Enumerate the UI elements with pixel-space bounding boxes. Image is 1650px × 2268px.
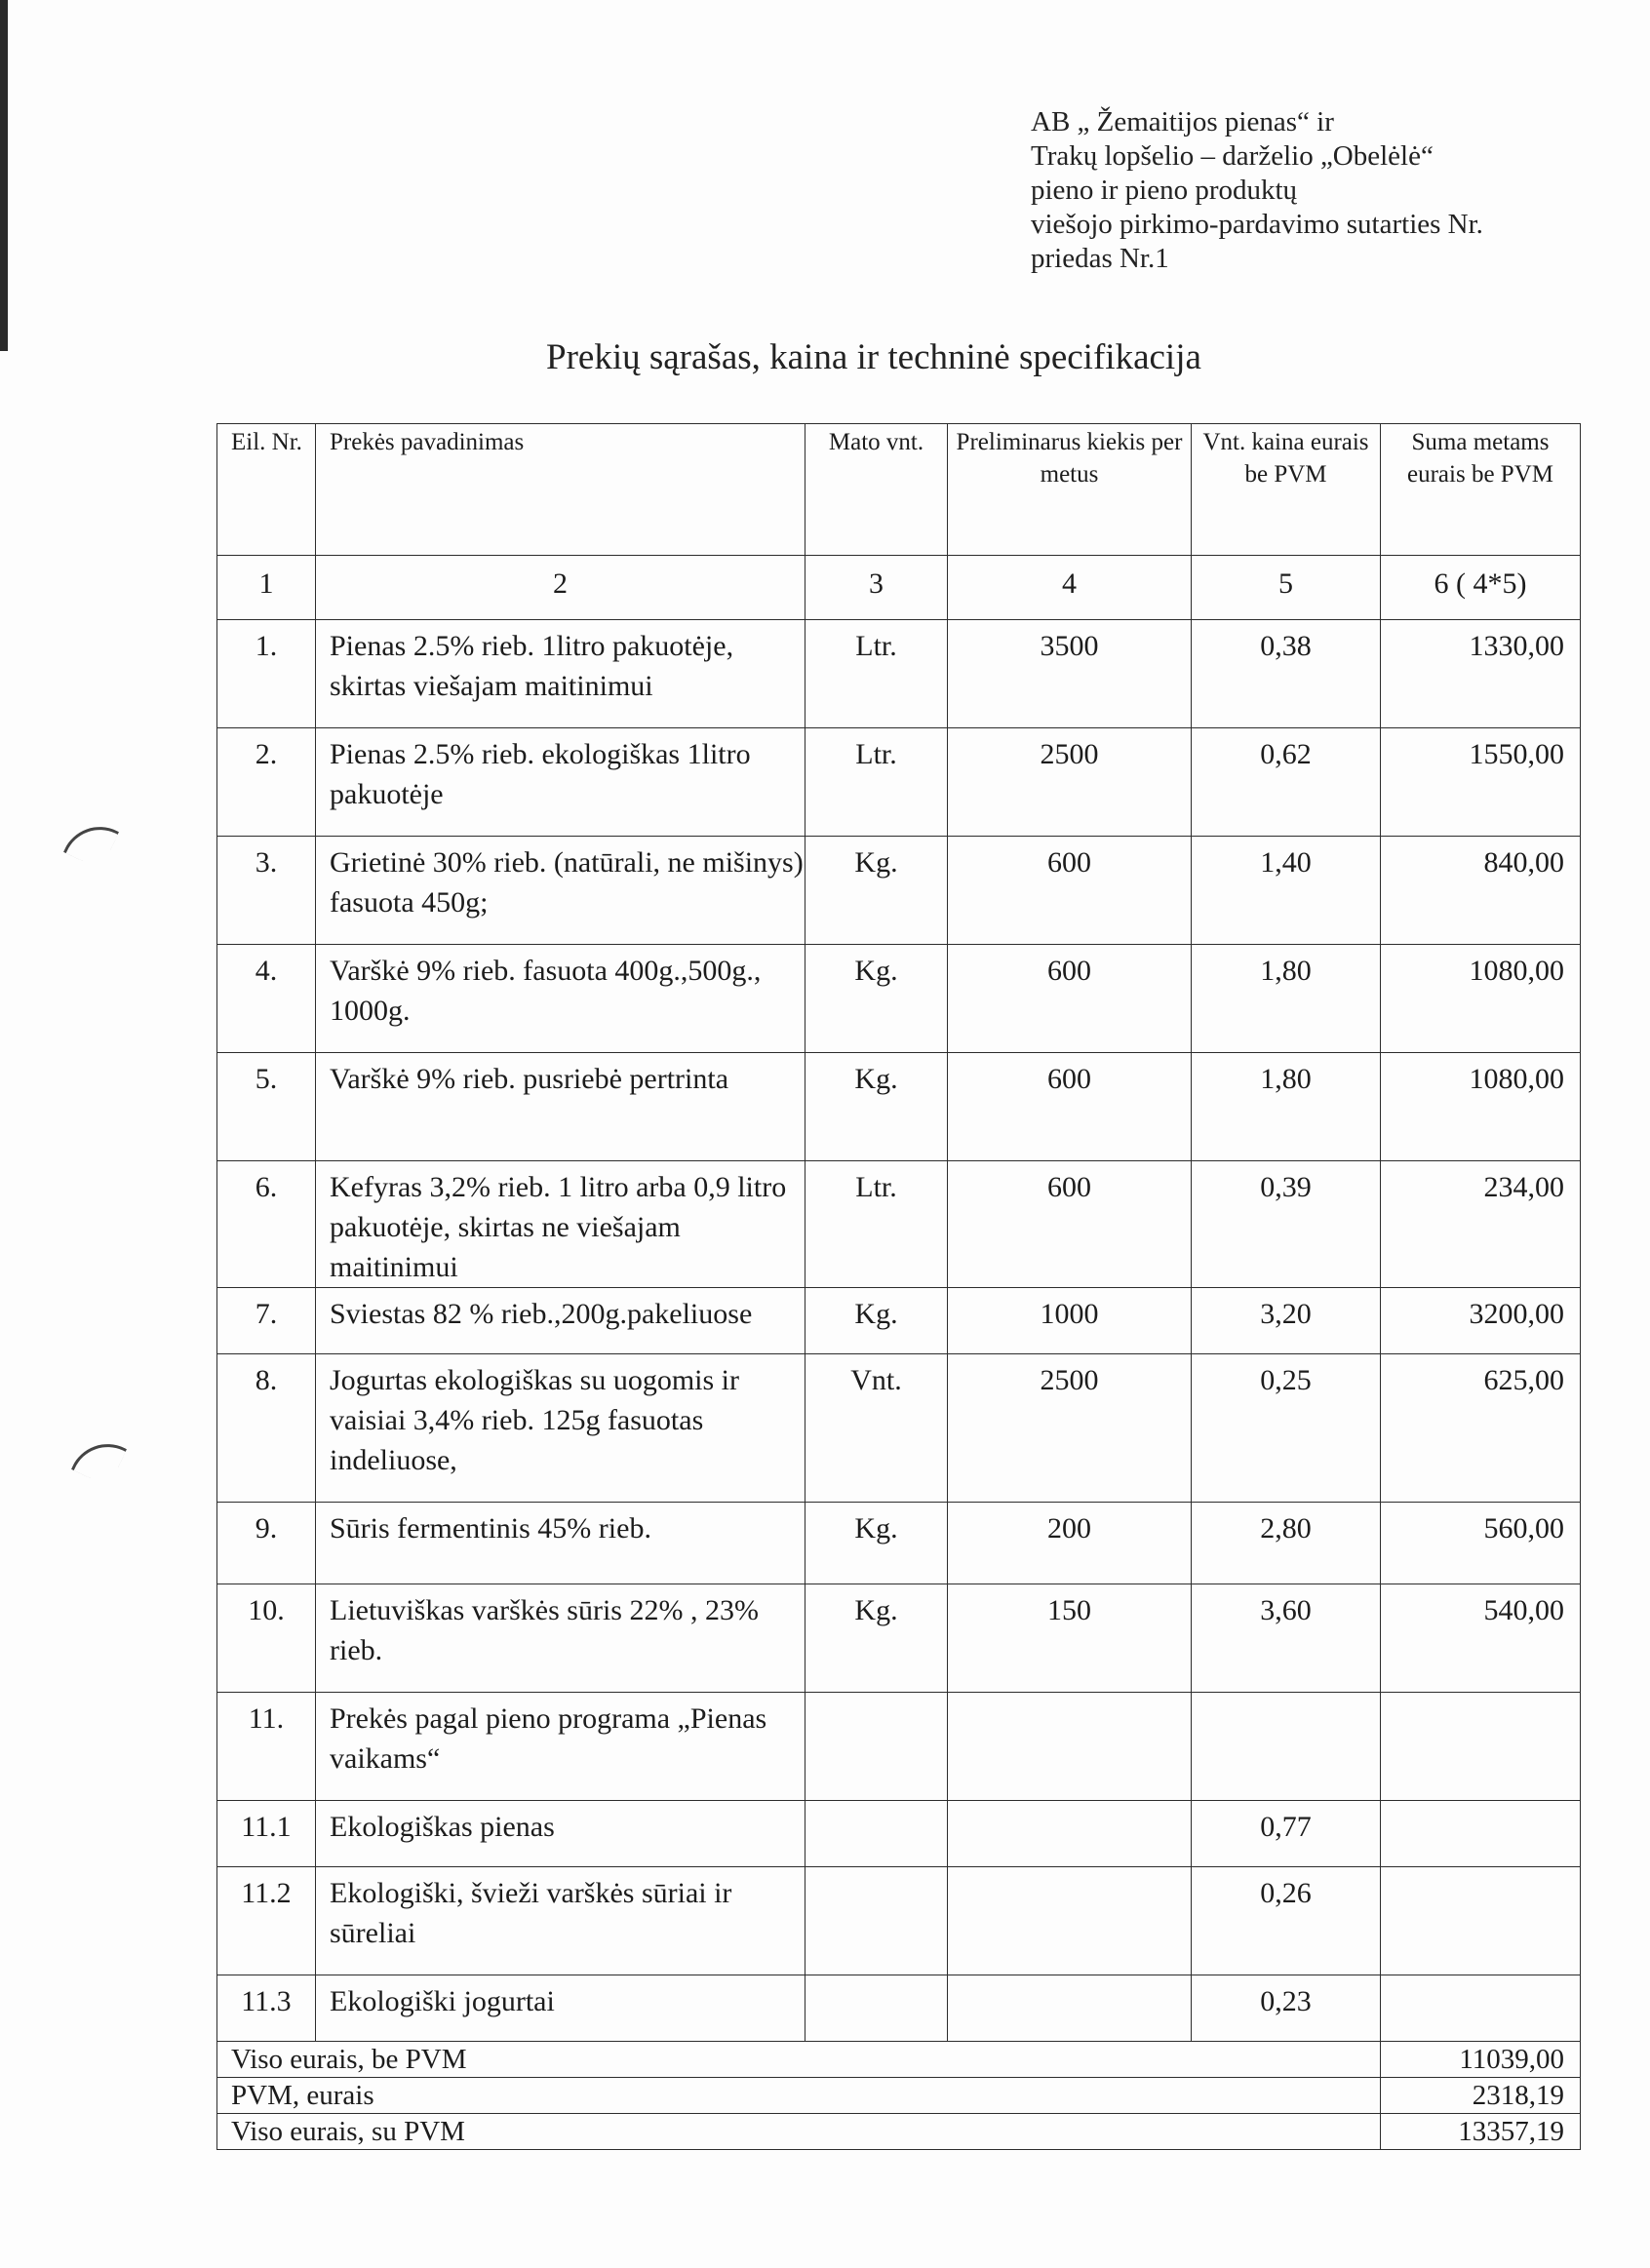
table-row <box>217 1975 1581 2042</box>
cell-name: Pienas 2.5% rieb. 1litro pakuotėje, skirtas viešajam maitinimui <box>316 620 805 728</box>
grand-total-row <box>217 2114 1581 2150</box>
col-header-name: Prekės pavadinimas <box>316 424 805 556</box>
cell-name: Pienas 2.5% rieb. ekologiškas 1litro pakuotėje <box>316 728 805 837</box>
total-row <box>217 2042 1581 2078</box>
cell-qty: 600 <box>948 837 1192 945</box>
grand-total-label: Viso eurais, su PVM <box>217 2114 1381 2150</box>
table-row <box>217 620 1581 728</box>
cell-price: 0,38 <box>1192 620 1381 728</box>
cell-unit: Kg. <box>805 1053 948 1161</box>
cell-price: 0,62 <box>1192 728 1381 837</box>
col-number: 2 <box>316 556 805 620</box>
cell-no: 11.2 <box>217 1867 316 1975</box>
cell-price: 0,39 <box>1192 1161 1381 1288</box>
document-header <box>1031 105 1483 276</box>
cell-qty <box>948 1693 1192 1801</box>
col-number: 4 <box>948 556 1192 620</box>
col-number: 6 ( 4*5) <box>1381 556 1581 620</box>
cell-sum <box>1381 1801 1581 1867</box>
cell-sum <box>1381 1975 1581 2042</box>
cell-no: 8. <box>217 1354 316 1503</box>
vat-row <box>217 2078 1581 2114</box>
cell-qty: 150 <box>948 1584 1192 1693</box>
col-number: 1 <box>217 556 316 620</box>
cell-sum: 1550,00 <box>1381 728 1581 837</box>
cell-price: 2,80 <box>1192 1503 1381 1584</box>
column-number-row <box>217 556 1581 620</box>
header-line: Trakų lopšelio – darželio „Obelėlė“ <box>1031 140 1434 172</box>
cell-qty: 1000 <box>948 1288 1192 1354</box>
scan-edge-shadow <box>0 0 8 351</box>
punch-hole-mark <box>63 814 119 870</box>
cell-name: Lietuviškas varškės sūris 22% , 23% rieb. <box>316 1584 805 1693</box>
cell-unit <box>805 1801 948 1867</box>
table-row <box>217 1584 1581 1693</box>
cell-unit <box>805 1693 948 1801</box>
cell-price: 0,25 <box>1192 1354 1381 1503</box>
cell-qty: 600 <box>948 1053 1192 1161</box>
cell-no: 9. <box>217 1503 316 1584</box>
cell-sum <box>1381 1693 1581 1801</box>
cell-no: 4. <box>217 945 316 1053</box>
cell-name: Kefyras 3,2% rieb. 1 litro arba 0,9 litro pakuotėje, skirtas ne viešajam maitinimui <box>316 1161 805 1288</box>
cell-price: 0,23 <box>1192 1975 1381 2042</box>
cell-price: 3,60 <box>1192 1584 1381 1693</box>
col-header-qty: Preliminarus kiekis per metus <box>948 424 1192 556</box>
header-line: priedas Nr.1 <box>1031 243 1169 274</box>
cell-no: 11.3 <box>217 1975 316 2042</box>
table-row <box>217 1693 1581 1801</box>
cell-price: 1,80 <box>1192 1053 1381 1161</box>
col-number: 3 <box>805 556 948 620</box>
cell-sum: 840,00 <box>1381 837 1581 945</box>
cell-unit: Kg. <box>805 1503 948 1584</box>
grand-total-value: 13357,19 <box>1381 2114 1581 2150</box>
cell-no: 11. <box>217 1693 316 1801</box>
table-row <box>217 728 1581 837</box>
cell-qty: 2500 <box>948 728 1192 837</box>
cell-no: 5. <box>217 1053 316 1161</box>
col-number: 5 <box>1192 556 1381 620</box>
total-value: 11039,00 <box>1381 2042 1581 2078</box>
cell-qty: 600 <box>948 1161 1192 1288</box>
cell-sum: 1080,00 <box>1381 1053 1581 1161</box>
cell-qty: 3500 <box>948 620 1192 728</box>
cell-name: Ekologiški, švieži varškės sūriai ir sūreliai <box>316 1867 805 1975</box>
cell-sum: 625,00 <box>1381 1354 1581 1503</box>
cell-price: 0,26 <box>1192 1867 1381 1975</box>
cell-no: 1. <box>217 620 316 728</box>
header-line: viešojo pirkimo-pardavimo sutarties Nr. <box>1031 209 1483 240</box>
page-title: Prekių sąrašas, kaina ir techninė specifikacija <box>546 337 1201 377</box>
cell-name: Varškė 9% rieb. fasuota 400g.,500g., 1000g. <box>316 945 805 1053</box>
col-header-sum: Suma metams eurais be PVM <box>1381 424 1581 556</box>
cell-unit: Kg. <box>805 945 948 1053</box>
col-header-no: Eil. Nr. <box>217 424 316 556</box>
cell-sum: 540,00 <box>1381 1584 1581 1693</box>
cell-unit: Kg. <box>805 837 948 945</box>
cell-qty <box>948 1975 1192 2042</box>
column-header-row <box>217 424 1581 556</box>
cell-unit <box>805 1975 948 2042</box>
cell-unit <box>805 1867 948 1975</box>
cell-sum: 3200,00 <box>1381 1288 1581 1354</box>
table-row <box>217 945 1581 1053</box>
cell-sum: 1080,00 <box>1381 945 1581 1053</box>
cell-name: Ekologiškas pienas <box>316 1801 805 1867</box>
cell-name: Ekologiški jogurtai <box>316 1975 805 2042</box>
header-line: AB „ Žemaitijos pienas“ ir <box>1031 106 1334 137</box>
cell-no: 6. <box>217 1161 316 1288</box>
cell-price: 0,77 <box>1192 1801 1381 1867</box>
table-row <box>217 1161 1581 1288</box>
table-row <box>217 1503 1581 1584</box>
cell-unit: Kg. <box>805 1288 948 1354</box>
cell-unit: Ltr. <box>805 620 948 728</box>
cell-name: Prekės pagal pieno programa „Pienas vaikams“ <box>316 1693 805 1801</box>
header-line: pieno ir pieno produktų <box>1031 175 1298 206</box>
cell-name: Sūris fermentinis 45% rieb. <box>316 1503 805 1584</box>
table-row <box>217 1288 1581 1354</box>
cell-price: 3,20 <box>1192 1288 1381 1354</box>
cell-sum: 1330,00 <box>1381 620 1581 728</box>
cell-sum: 560,00 <box>1381 1503 1581 1584</box>
total-label: Viso eurais, be PVM <box>217 2042 1381 2078</box>
cell-unit: Ltr. <box>805 728 948 837</box>
cell-unit: Vnt. <box>805 1354 948 1503</box>
cell-no: 2. <box>217 728 316 837</box>
cell-unit: Kg. <box>805 1584 948 1693</box>
cell-qty <box>948 1867 1192 1975</box>
cell-name: Varškė 9% rieb. pusriebė pertrinta <box>316 1053 805 1161</box>
cell-no: 10. <box>217 1584 316 1693</box>
cell-sum <box>1381 1867 1581 1975</box>
col-header-unit: Mato vnt. <box>805 424 948 556</box>
cell-price: 1,80 <box>1192 945 1381 1053</box>
col-header-price: Vnt. kaina eurais be PVM <box>1192 424 1381 556</box>
cell-no: 11.1 <box>217 1801 316 1867</box>
cell-qty: 600 <box>948 945 1192 1053</box>
punch-hole-mark <box>71 1431 127 1487</box>
table-row <box>217 1354 1581 1503</box>
cell-qty <box>948 1801 1192 1867</box>
cell-no: 3. <box>217 837 316 945</box>
cell-no: 7. <box>217 1288 316 1354</box>
cell-name: Sviestas 82 % rieb.,200g.pakeliuose <box>316 1288 805 1354</box>
cell-price: 1,40 <box>1192 837 1381 945</box>
cell-name: Jogurtas ekologiškas su uogomis ir vaisiai 3,4% rieb. 125g fasuotas indeliuose, <box>316 1354 805 1503</box>
table-row <box>217 837 1581 945</box>
cell-sum: 234,00 <box>1381 1161 1581 1288</box>
cell-price <box>1192 1693 1381 1801</box>
vat-value: 2318,19 <box>1381 2078 1581 2114</box>
vat-label: PVM, eurais <box>217 2078 1381 2114</box>
table-row <box>217 1053 1581 1161</box>
cell-unit: Ltr. <box>805 1161 948 1288</box>
cell-qty: 200 <box>948 1503 1192 1584</box>
cell-qty: 2500 <box>948 1354 1192 1503</box>
table-row <box>217 1867 1581 1975</box>
cell-name: Grietinė 30% rieb. (natūrali, ne mišinys) fasuota 450g; <box>316 837 805 945</box>
product-table <box>216 423 1581 2150</box>
table-row <box>217 1801 1581 1867</box>
